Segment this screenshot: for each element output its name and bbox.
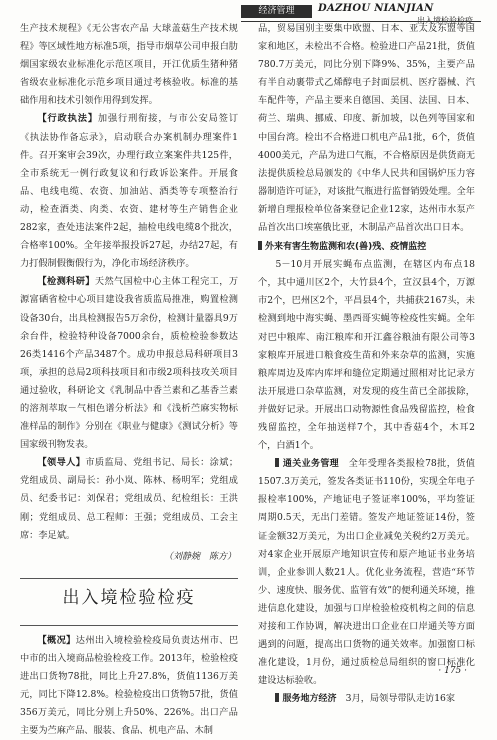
paragraph: 生产技术规程》《无公害农产品 大球盖菇生产技术规程》等区域性地方标准5项，指导市烟草公司申报白肋烟国家级农业标准化示范区项目，开江优质生猪种猪省级农业标准化示范乡项目通过考核验收。标准的基础作用和技术引领作用得到发挥。 [20,23,238,107]
heading-tag: 【概况】 [37,634,76,646]
paragraph: 品，贸易国别主要集中欧盟、日本、亚太及东盟等国家和地区，未检出不合格。检验进口产品21批，货值780.7万美元，同比分别下降9%、35%，主要产品有半自动裹带式乙烯醇电子封面层机、医疗器械、汽车配件等，产品主要来自德国、美国、法国、日本、荷兰、瑞典、挪威、印度、新加坡，以色列等国家和中国台湾。检出不合格进口机电产品1批，6个，货值4000美元，产品为进口气瓶，不合格原因是供货商无法提供质检总局颁发的《中华人民共和国锅炉压力容器制造许可证》，对该批气瓶进行监督销毁处理。全年新增自理报检单位备案登记企业12家，达州市水泵产品首次出口埃塞俄比亚，木制品产品首次出口日本。 [258,23,475,234]
subsection-heading: 服务地方经济 [275,694,336,704]
heading-bar-icon [275,458,279,467]
subsection-heading: 外来有害生物监测和农(兽)残、疫情监控 [258,239,475,255]
right-column [258,20,475,708]
paragraph-testing-research [20,273,238,454]
author-credit: （刘静婉 陈方） [163,551,236,562]
paragraph-text: 3月，局领导带队走访16家 [345,693,456,705]
section-banner [20,578,238,626]
section-tag: 经济管理 [241,5,312,18]
banner-title: 出入境检验检疫 [62,587,196,608]
paragraph-text: 加强行刑衔接，与市公安局签订《执法协作备忘录》，启动联合办案机制办理案件1件。召开案审会39次，办理行政立案案件共125件，全市系统无一例行政复议和行政诉讼案件。开展食品、电线电缆、农资、加油站、酒类等专项整治行动，检查酒类、肉类、农资、建材等生产销售企业282家，查处违法案件2起，抽检电线电缆8个批次，合格率100%。全年接举报投诉27起，办结27起，有力打假制假衡假行为，净化市场经济秩序。 [20,113,239,270]
paragraph-text: 全年受理各类报检78批，货值1507.3万美元，签发各类证书110份，实现全年电子报检率100%，产地证电子签证率100%，平均签证周期0.5天，无出门差错。签发产地证签证14份，签证金额32万美元，为出口企业减免关税约2万美元。对4家企业开展原产地知识宣传和原产地证书业务培训，企业参训人数21人。优化业务流程，营造“环节少、速度快、服务优、监管有效”的便利通关环境，推进信息化建设，加强与口岸检验检疫机构之间的信息对接和工作协调，解决进出口企业在口岸通关等方面遇到的问题，提高出口货物的通关效率。加强窗口标准化建设，1月份，通过质检总局组织的窗口标准化建设达标验收。 [258,458,475,687]
page-number: · 175 · [438,666,467,676]
left-column [20,20,238,740]
heading-tag: 【领导人】 [37,457,86,469]
section-subtitle: 出入境检验检疫 [417,16,473,25]
paragraph-overview [20,632,238,740]
paragraph-leaders [20,454,238,544]
heading-bar-icon [275,693,279,702]
heading-tag: 【检测科研】 [37,276,95,288]
subsection-heading: 通关业务管理 [275,459,339,469]
paragraph-local-economy [258,690,475,708]
heading-bar-icon [258,241,262,250]
paragraph-customs [258,455,475,690]
paragraph-text: 达州出入境检验检疫局负责达州市、巴中市的出入境商品检验检疫工作。2013年，检验检疫进出口货物78批，同比上升27.8%，货值1136万美元，同比下降12.8%。检验检疫出口货物57批，货值356万美元，同比分别上升50%、226%。出口产品主要为苎麻产品、服装、食品、机电产品、木制 [20,634,239,737]
paragraph-admin-enforcement [20,110,238,273]
journal-name: DAZHOU NIANJIAN [318,3,434,14]
paragraph-text: 市质监局、党组书记、局长：涂斌；党组成员、副局长：孙小岚、陈林、杨明军；党组成员、纪委书记：刘保君；党组成员、纪检组长：王洪刚；党组成员、总工程师：王强；党组成员、工会主席：李足斌。 [20,457,239,541]
paragraph: 5－10月开展实蝇布点监测，在辖区内布点18个，其中通川区2个，大竹县4个，宣汉县4个，万源市2个，巴州区2个，平昌县4个，共捕获2167头，未检测到地中海实蝇、墨西哥实蝇等检疫性实蝇。全年对巴中粮库、南江粮库和开江鑫谷粮油有限公司等3家粮库开展进口粮食疫生苗和外来杂草的监测，实施粮库周边及库内库坪和缝位定期通过照相对比记录方法开展进口杂草监测，对发现的疫生苗已全部拔除，并做好记录。开展出口动物源性食品残留监控，检食残留监控，全年抽送样7个，其中香菇4个，木耳2个，白酒1个。 [258,259,475,452]
paragraph-text: 天然气国检中心主体工程完工，万源富硒省检中心项目建设我省质监局推准，购置检测设备30台，出具检测报告5万余份，检测计量器具9万余台件，检验特种设备7000余台，质检检验参数达26类1416个产品3487个。成功申报总局科研项目3项，承担的总局2项科技项目和市级2项科技攻关项目通过验收，科研论文《乳制品中香兰素和乙基香兰素的溶剂萃取－气相色谱分析法》和《浅析苎麻实物标准样品的制作》分别在《职业与健康》《测试分析》等国家级刊物发表。 [20,276,239,451]
heading-tag: 【行政执法】 [37,113,98,125]
